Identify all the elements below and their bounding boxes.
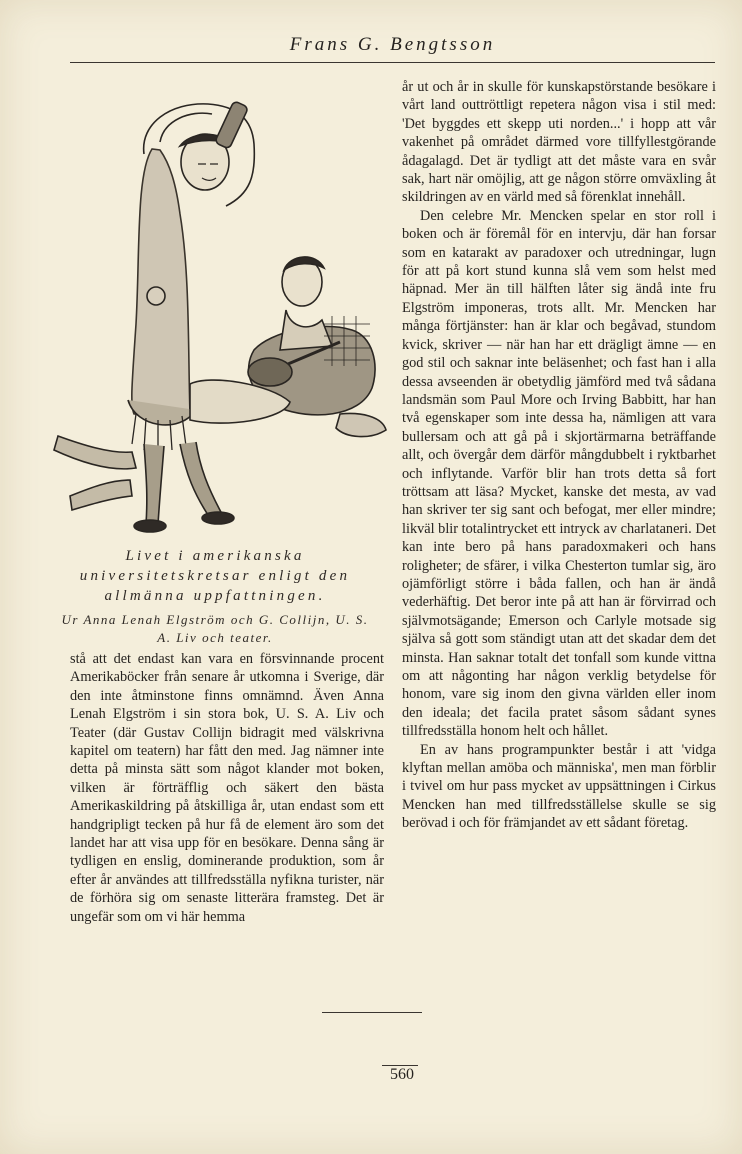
right-paragraph: En av hans programpunkter består i att 'vidga klyftan mellan amöba och människa', men man förblir i tvivel om hur pass mycket av uppsättningen i Cirkus Mencken han med tillfredsställelse skulle se sig berövad i och för främjandet av ett sådant företag. [402, 741, 716, 832]
footer-rule [322, 1012, 422, 1013]
header-rule [70, 62, 715, 63]
running-head: Frans G. Bengtsson [289, 34, 496, 55]
right-paragraph: Den celebre Mr. Mencken spelar en stor roll i boken och är föremål för en intervju, där han forsar som en katarakt av paradoxer och utredningar, lugn för att på kort stund kunna slå vem som helst med häpnad. Mer än till hälften låter sig ändå inte fru Elgström imponeras, trots allt. Mr. Mencken har många förtjänster: han är klar och begåvad, stundom kvick, skriver — när han har ett drägligt ämne — en god stil och saknar inte beläsenhet; och fast han i alla dessa avseenden är obetydlig jämförd med två sådana landsmän som Paul More och Irving Babbitt, har han två egenskaper som inte dessa ha, nämligen att vara bullersam och att gå på i skjortärmarna beträffande allt, och övergår dem därför mångdubbelt i ryktbarhet och inflytande. Varför blir han trots detta så fort tröttsam att läsa? Mycket, kanske det mesta, av vad han skriver ter sig sant och befogat, mer eller mindre; likväl blir totalintrycket ett intryck av charlataneri. Det kan inte bero på hans paradoxmakeri och hans roligheter; de sfärer, i vilka Chesterton tumlar sig, äro ojämförligt större i båda fallen, och han är ändå vederhäftig. Det beror inte på att han är förvirrad och självmotsägande; Emerson och Carlyle motsade sig själva så gott som ständigt utan att det skadar dem det minsta. Han saknar totalt det tonfall som kunde vittna om att någonting har någon verklig betydelse för honom, vare sig inom den givna världen eller inom den ideala; det facila pratet såsom sådant synes tillfredsställa honom helt och hållet. [402, 207, 716, 740]
left-column [70, 650, 384, 926]
illustration [40, 84, 388, 536]
figure-caption [60, 546, 370, 647]
right-paragraph: år ut och år in skulle för kunskapstörstande besökare i vårt land outtröttligt repetera någon visa i stil med: 'Det byggdes ett skepp uti norden...' i hopp att vår vakenhet på området därmed vore tillfyllestgörande ådagalagd. Det är tydligt att det måste vara en svår sak, hart när omöjlig, att ge någon större omväxling åt skildringen av en värld med så förenklat innehåll. [402, 79, 716, 206]
caption-credit: Ur Anna Lenah Elgström och G. Collijn, U. S. A. Liv och teater. [61, 612, 369, 645]
right-column [402, 78, 716, 833]
page-number: 560 [390, 1066, 414, 1083]
caption-title: Livet i amerikanska universitetskretsar enligt den allmänna uppfattningen. [79, 548, 351, 604]
left-paragraph: stå att det endast kan vara en försvinnande procent Amerikaböcker från senare år utkomna i Sverige, där den inte åtminstone finns omnämnd. Även Anna Lenah Elgström i sin stora bok, U. S. A. Liv och Teater (där Gustav Collijn bidragit med välskrivna kapitel om teatern) har fått den med. Jag nämner inte detta på minsta sätt som något klander mot boken, vilken är förträfflig och säkert den bästa Amerikaskildring på åtskilliga år, utan endast som ett handgripligt tecken på hur få de element äro som det landet har att visa upp för en besökare. Denna sång är tydligen en enslig, dominerande produktion, som år efter år användes att tillfredsställa nyfikna turister, när de förhöra sig om senaste litterära framsteg. Det är ungefär som om vi här hemma [70, 651, 384, 925]
illustration-drawing [54, 101, 386, 532]
